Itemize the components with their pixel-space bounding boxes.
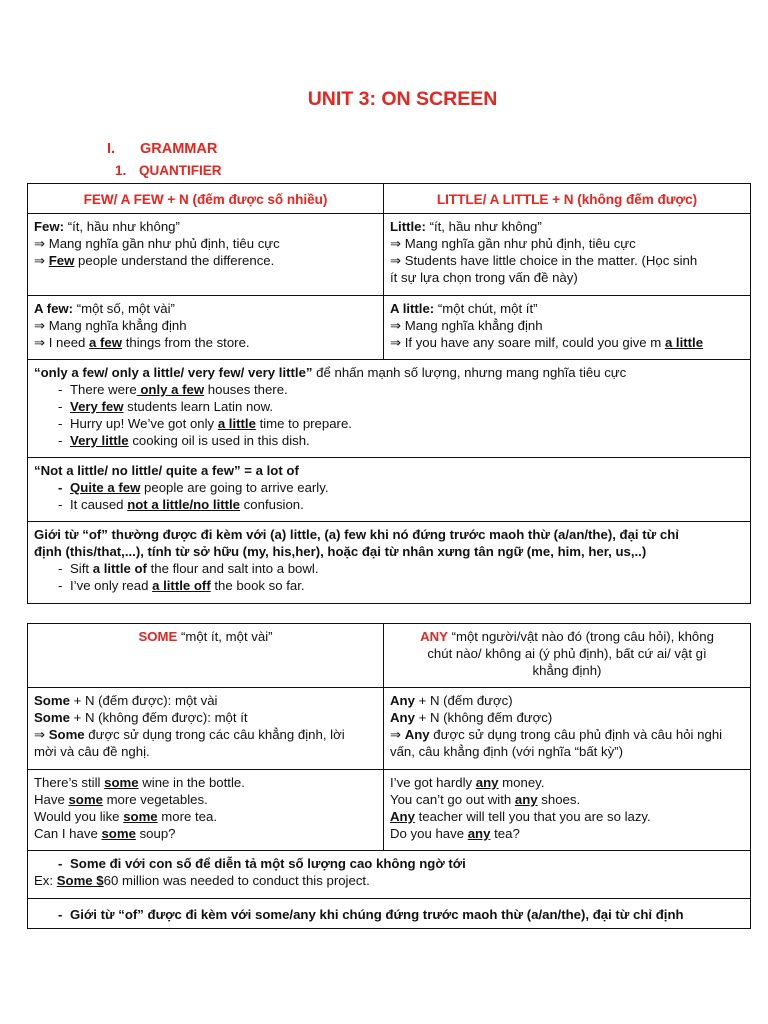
little-line-4: ít sự lựa chọn trong vấn đề này) [390, 270, 578, 285]
a-few-term: A few: [34, 301, 74, 316]
some-any-of-note-cell [28, 899, 751, 929]
any-rule1-key: Any [390, 693, 415, 708]
only-ex2-post: students learn Latin now. [123, 399, 274, 414]
a-little-ex-pre: ⇒ If you have any soare milf, could you give m [390, 335, 665, 350]
any-ex1-post: money. [498, 775, 545, 790]
of-ex2-key: a little off [152, 578, 211, 593]
some-column-header [28, 624, 384, 688]
any-ex4-pre: Do you have [390, 826, 468, 841]
some-rule1-key: Some [34, 693, 70, 708]
of-preposition-cell [28, 522, 751, 604]
few-little-table [27, 183, 751, 604]
subsection-heading [115, 163, 222, 178]
little-column-header: LITTLE/ A LITTLE + N (không đếm được) [384, 184, 751, 214]
only-ex1-pre: There were [70, 382, 137, 397]
some-ex4-post: soup? [135, 826, 176, 841]
some-ex2-post: more vegetables. [102, 792, 208, 807]
of-ex1-pre: Sift [70, 561, 93, 576]
only-ex2-key: Very few [70, 399, 124, 414]
only-ex1-post: houses there. [204, 382, 288, 397]
page-title: UNIT 3: ON SCREEN [307, 88, 498, 110]
few-ex-pre: ⇒ [34, 253, 49, 268]
not-a-little-ex2-pre: It caused [70, 497, 128, 512]
some-ex1-key: some [104, 775, 139, 790]
not-a-little-ex1-post: people are going to arrive early. [140, 480, 329, 495]
some-rule2: + N (không đếm được): một ít [69, 710, 248, 725]
a-few-ex-post: things from the store. [122, 335, 250, 350]
few-cell [28, 214, 384, 296]
some-any-table [27, 623, 751, 929]
a-few-ex-key: a few [89, 335, 123, 350]
subsection-label: QUANTIFIER [139, 163, 222, 178]
some-rule3-key: Some [48, 727, 85, 742]
a-little-cell [384, 296, 751, 360]
some-ex2-pre: Have [34, 792, 69, 807]
few-line-2: ⇒ Mang nghĩa gần như phủ định, tiêu cực [34, 236, 280, 251]
few-term: Few: [34, 219, 65, 234]
of-ex2-pre: I’ve only read [70, 578, 153, 593]
some-header-meaning: “một ít, một vài” [177, 629, 273, 644]
any-rule2: + N (không đếm được) [414, 710, 553, 725]
only-ex3-pre: Hurry up! We’ve got only [70, 416, 218, 431]
some-rule4: mời và câu đề nghị. [34, 744, 150, 759]
a-little-meaning: “một chút, một ít” [434, 301, 538, 316]
not-a-little-ex2-key: not a little/no little [127, 497, 241, 512]
few-ex-post: people understand the difference. [74, 253, 275, 268]
only-ex4-post: cooking oil is used in this dish. [128, 433, 310, 448]
few-column-header: FEW/ A FEW + N (đếm được số nhiều) [28, 184, 384, 214]
a-few-ex-pre: ⇒ I need [34, 335, 90, 350]
of-ex2-post: the book so far. [210, 578, 305, 593]
not-a-little-heading: “Not a little/ no little/ quite a few” = a lot of [34, 463, 299, 478]
any-ex2-pre: You can’t go out with [390, 792, 515, 807]
of-ex1-key: a little of [92, 561, 147, 576]
some-rule1: + N (đếm được): một vài [69, 693, 218, 708]
any-header-line-2: chút nào/ không ai (ý phủ định), bất cứ ai/ vật gì [427, 646, 707, 661]
some-number-note-cell [28, 851, 751, 899]
only-a-few-cell [28, 360, 751, 458]
not-a-little-cell [28, 458, 751, 522]
any-rule1: + N (đếm được) [414, 693, 513, 708]
some-ex2-key: some [68, 792, 103, 807]
any-ex4-key: any [467, 826, 491, 841]
only-heading-bold: “only a few/ only a little/ very few/ very little” [34, 365, 313, 380]
a-little-ex-key: a little [664, 335, 704, 350]
some-ex1-pre: There’s still [34, 775, 105, 790]
a-few-meaning: “một số, một vài” [73, 301, 175, 316]
little-term: Little: [390, 219, 426, 234]
not-a-little-ex2-post: confusion. [240, 497, 304, 512]
only-ex1-key: only a few [136, 382, 205, 397]
some-ex1-post: wine in the bottle. [138, 775, 245, 790]
any-column-header [384, 624, 751, 688]
any-ex1-key: any [475, 775, 499, 790]
few-meaning: “ít, hầu như không” [64, 219, 180, 234]
few-ex-key: Few [48, 253, 75, 268]
some-rules-cell [28, 688, 384, 770]
section-heading [107, 141, 217, 157]
little-line-2: ⇒ Mang nghĩa gần như phủ định, tiêu cực [390, 236, 636, 251]
some-examples-cell [28, 770, 384, 851]
a-little-line-2: ⇒ Mang nghĩa khẳng định [390, 318, 543, 333]
any-header-keyword: ANY [420, 629, 448, 644]
only-ex3-post: time to prepare. [255, 416, 352, 431]
some-number-ex-pre: Ex: [34, 873, 57, 888]
some-ex3-post: more tea. [157, 809, 218, 824]
of-rule-line-1: Giới từ “of” thường được đi kèm với (a) little, (a) few khi nó đứng trước maoh thừ (a/an/the), đại từ chỉ [34, 527, 679, 542]
some-ex4-pre: Can I have [34, 826, 102, 841]
a-little-term: A little: [390, 301, 435, 316]
little-cell [384, 214, 751, 296]
some-ex3-key: some [123, 809, 158, 824]
section-label: GRAMMAR [140, 141, 218, 157]
little-line-3: ⇒ Students have little choice in the matter. (Học sinh [390, 253, 698, 268]
any-ex2-post: shoes. [537, 792, 581, 807]
any-ex3-key: Any [390, 809, 415, 824]
some-rule3-pre: ⇒ [34, 727, 49, 742]
some-rule3: được sử dụng trong các câu khẳng định, lời [84, 727, 345, 742]
some-number-ex-key: Some $ [56, 873, 104, 888]
any-header-line-3: khẳng định) [532, 663, 602, 678]
any-rule3-key: Any [404, 727, 430, 742]
any-rules-cell [384, 688, 751, 770]
of-ex1-post: the flour and salt into a bowl. [146, 561, 319, 576]
some-number-note: Some đi với con số để diễn tả một số lượng cao không ngờ tới [70, 856, 466, 871]
only-ex3-key: a little [217, 416, 256, 431]
any-header-meaning: “một người/vật nào đó (trong câu hỏi), không [447, 629, 714, 644]
some-header-keyword: SOME [138, 629, 178, 644]
any-ex4-post: tea? [490, 826, 520, 841]
some-any-of-note: Giới từ “of” được đi kèm với some/any khi chúng đứng trước maoh thừ (a/an/the), đại từ chỉ định [70, 906, 684, 922]
a-few-cell [28, 296, 384, 360]
any-rule3: được sử dụng trong câu phủ định và câu hỏi nghi [429, 727, 723, 742]
only-heading-rest: để nhấn mạnh số lượng, nhưng mang nghĩa tiêu cực [312, 365, 627, 380]
any-ex3-post: teacher will tell you that you are so lazy. [414, 809, 651, 824]
subsection-number: 1. [115, 163, 127, 178]
section-number: I. [107, 141, 116, 157]
any-rule3-pre: ⇒ [390, 727, 405, 742]
only-ex4-key: Very little [70, 433, 129, 448]
any-ex2-key: any [514, 792, 538, 807]
any-ex1-pre: I’ve got hardly [390, 775, 476, 790]
some-number-ex-post: 60 million was needed to conduct this project. [103, 873, 370, 888]
any-rule2-key: Any [390, 710, 415, 725]
a-few-line-2: ⇒ Mang nghĩa khẳng định [34, 318, 187, 333]
any-examples-cell [384, 770, 751, 851]
some-ex4-key: some [101, 826, 136, 841]
some-rule2-key: Some [34, 710, 70, 725]
not-a-little-ex1-key: Quite a few [70, 480, 141, 495]
of-rule-line-2: định (this/that,...), tính từ sở hữu (my, his,her), hoặc đại từ nhân xưng tân ngữ (me, him, her, us,..) [34, 544, 647, 559]
some-ex3-pre: Would you like [34, 809, 124, 824]
little-meaning: “ít, hầu như không” [425, 219, 542, 234]
any-rule4: vấn, câu khẳng định (với nghĩa “bất kỳ”) [390, 744, 623, 759]
